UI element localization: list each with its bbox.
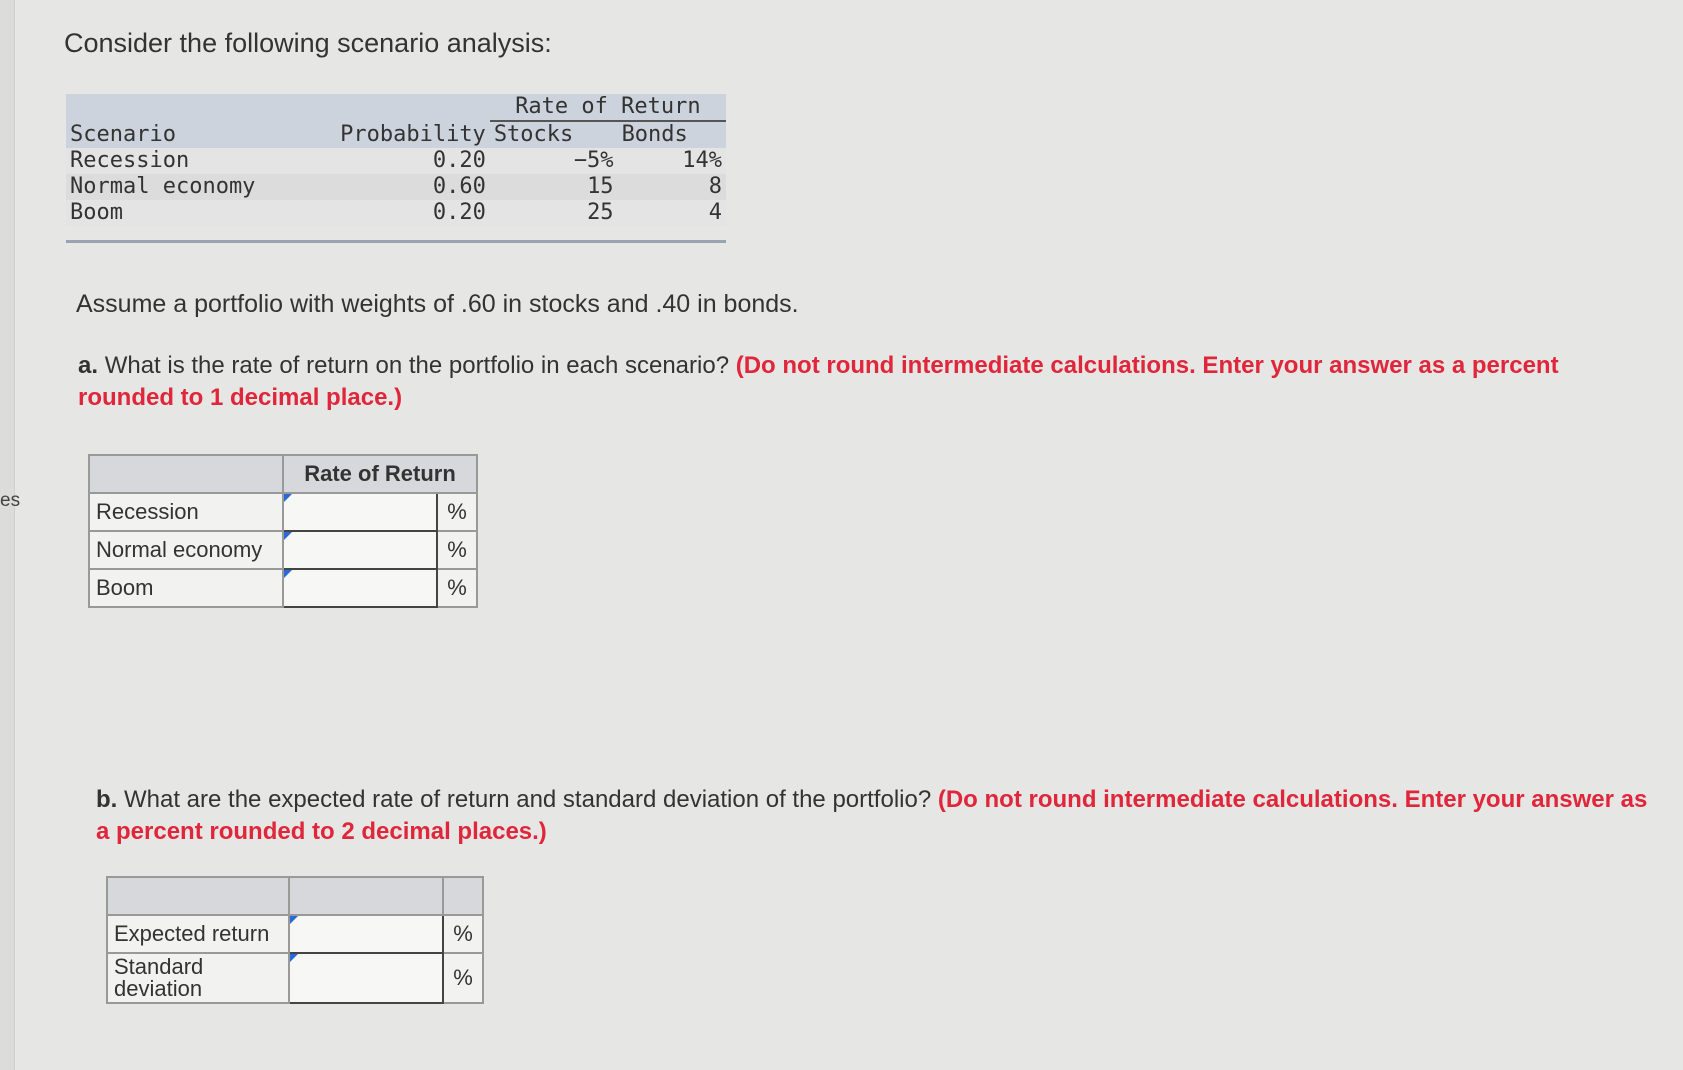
boom-return-input[interactable] <box>283 569 437 607</box>
question-a-label: a. <box>78 352 99 379</box>
expected-return-input[interactable] <box>289 915 443 953</box>
table-row <box>89 531 477 569</box>
percent-unit: % <box>437 531 477 569</box>
col-bonds-header: Bonds <box>618 121 726 148</box>
row-label: Recession <box>89 493 283 531</box>
col-stocks-header: Stocks <box>490 121 618 148</box>
intro-text: Consider the following scenario analysis: <box>64 28 552 58</box>
answer-table-b <box>106 876 484 1004</box>
question-b-label: b. <box>96 786 118 813</box>
rate-of-return-group-header: Rate of Return <box>490 94 726 121</box>
question-b-instruction: (Do not round intermediate calculations. Enter your answer as a percent rounded to 2 decimal places.) <box>96 786 1648 845</box>
normal-economy-return-input[interactable] <box>283 531 437 569</box>
bonds-value: 4 <box>618 200 726 226</box>
side-tab-label[interactable]: es <box>0 490 21 511</box>
row-label: Expected return <box>107 915 289 953</box>
question-b <box>96 784 1656 848</box>
col-scenario-header: Scenario <box>66 121 302 148</box>
scenario-table <box>66 94 726 243</box>
row-label: Standard deviation <box>107 953 289 1003</box>
probability-value: 0.20 <box>302 200 490 226</box>
percent-unit: % <box>443 915 483 953</box>
question-b-text: What are the expected rate of return and standard deviation of the portfolio? <box>124 786 932 813</box>
scenario-name: Recession <box>66 148 302 174</box>
table-row <box>66 174 726 200</box>
percent-unit: % <box>437 569 477 607</box>
scenario-name: Normal economy <box>66 174 302 200</box>
row-label: Boom <box>89 569 283 607</box>
stocks-value: −5% <box>490 148 618 174</box>
bonds-value: 14% <box>618 148 726 174</box>
bonds-value: 8 <box>618 174 726 200</box>
stocks-value: 25 <box>490 200 618 226</box>
table-row <box>107 915 483 953</box>
col-probability-header: Probability <box>302 121 490 148</box>
probability-value: 0.20 <box>302 148 490 174</box>
left-panel-edge <box>0 0 15 1070</box>
stocks-value: 15 <box>490 174 618 200</box>
table-row <box>66 200 726 226</box>
table-bottom-rule <box>66 230 726 243</box>
percent-unit: % <box>437 493 477 531</box>
question-a-instruction: (Do not round intermediate calculations. Enter your answer as a percent rounded to 1 decimal place.) <box>78 352 1559 411</box>
question-a-text: What is the rate of return on the portfolio in each scenario? <box>104 352 730 379</box>
table-row <box>107 953 483 1003</box>
percent-unit: % <box>443 953 483 1003</box>
scenario-name: Boom <box>66 200 302 226</box>
answer-table-a <box>88 454 478 608</box>
assumption-text: Assume a portfolio with weights of .60 in stocks and .40 in bonds. <box>76 290 799 318</box>
question-a <box>78 350 1618 414</box>
table-row <box>89 569 477 607</box>
standard-deviation-input[interactable] <box>289 953 443 1003</box>
table-row <box>89 493 477 531</box>
recession-return-input[interactable] <box>283 493 437 531</box>
probability-value: 0.60 <box>302 174 490 200</box>
row-label: Normal economy <box>89 531 283 569</box>
rate-of-return-header: Rate of Return <box>283 455 477 493</box>
table-row <box>66 148 726 174</box>
